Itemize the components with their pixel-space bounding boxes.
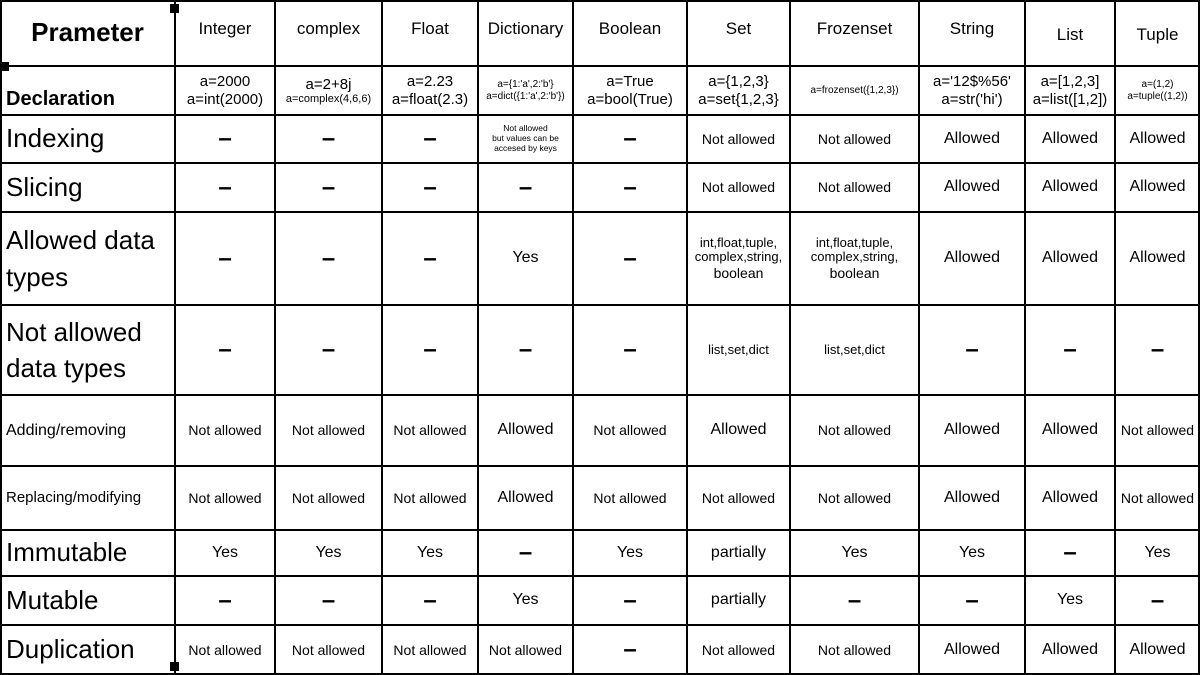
cell-text: a=2.23 bbox=[406, 73, 454, 91]
row-header bbox=[1, 577, 174, 624]
cell-text: a=2000 bbox=[199, 73, 251, 91]
table-cell bbox=[383, 164, 477, 211]
cell-text: Allowed bbox=[943, 640, 1001, 658]
cell-text: partially bbox=[710, 591, 767, 609]
table-cell bbox=[688, 531, 789, 575]
cell-text: Float bbox=[411, 19, 449, 38]
cell-text: int,float,tuple, bbox=[815, 234, 894, 250]
table-cell bbox=[276, 577, 381, 624]
cell-text: Yes bbox=[315, 543, 342, 561]
cell-text: – bbox=[423, 586, 437, 614]
table-cell bbox=[688, 213, 789, 304]
cell-text: Allowed bbox=[943, 129, 1001, 147]
cell-text: Set bbox=[725, 19, 752, 38]
cell-text: Integer bbox=[198, 19, 252, 38]
cell-text: Allowed bbox=[710, 421, 767, 439]
cell-text: – bbox=[218, 336, 232, 364]
cell-text: Allowed bbox=[1041, 421, 1099, 439]
cell-text: Not allowed bbox=[701, 130, 776, 147]
cell-text: Allowed bbox=[1041, 129, 1099, 147]
cell-text: Not allowed bbox=[817, 422, 892, 439]
cell-text: – bbox=[423, 125, 437, 153]
cell-text: a=complex(4,6,6) bbox=[285, 92, 372, 105]
cell-text: accesed by keys bbox=[494, 142, 557, 153]
cell-text: – bbox=[623, 173, 637, 201]
table-cell bbox=[276, 213, 381, 304]
cell-text: – bbox=[623, 586, 637, 614]
table-cell bbox=[1116, 396, 1199, 465]
table-cell bbox=[383, 306, 477, 394]
table-cell bbox=[479, 164, 572, 211]
table-cell bbox=[1116, 67, 1199, 114]
cell-text: Not allowed bbox=[701, 641, 776, 658]
cell-text: Declaration bbox=[6, 87, 115, 110]
table-cell bbox=[1026, 213, 1114, 304]
cell-text: a=dict({1:'a',2:'b'}) bbox=[486, 90, 565, 102]
table-cell bbox=[479, 67, 572, 114]
cell-text: Allowed bbox=[1129, 640, 1186, 658]
table-cell bbox=[1026, 67, 1114, 114]
table-cell bbox=[176, 306, 274, 394]
cell-text: String bbox=[949, 19, 995, 38]
table-cell bbox=[1116, 306, 1199, 394]
table-cell bbox=[574, 467, 686, 529]
table-cell bbox=[1116, 116, 1199, 162]
table-cell bbox=[383, 531, 477, 575]
table-cell bbox=[176, 531, 274, 575]
table-cell bbox=[791, 396, 918, 465]
table-cell bbox=[276, 467, 381, 529]
cell-text: – bbox=[1150, 336, 1165, 364]
table-cell bbox=[688, 116, 789, 162]
table-cell bbox=[688, 577, 789, 624]
table-cell bbox=[383, 213, 477, 304]
table-cell bbox=[791, 213, 918, 304]
table-cell bbox=[276, 164, 381, 211]
cell-text: Allowed bbox=[943, 178, 1001, 196]
column-header bbox=[276, 1, 381, 65]
table-cell bbox=[383, 116, 477, 162]
table-cell bbox=[574, 164, 686, 211]
table-cell bbox=[791, 531, 918, 575]
cell-text: – bbox=[965, 336, 979, 364]
cell-text: complex,string, bbox=[694, 249, 783, 265]
table-cell bbox=[920, 164, 1024, 211]
table-cell bbox=[920, 626, 1024, 674]
cell-text: – bbox=[321, 586, 336, 614]
cell-text: Not allowed bbox=[393, 641, 467, 658]
table-cell bbox=[1026, 577, 1114, 624]
table-cell bbox=[176, 467, 274, 529]
table-cell bbox=[791, 116, 918, 162]
table-cell bbox=[920, 306, 1024, 394]
cell-text: a=float(2.3) bbox=[391, 90, 469, 108]
cell-text: Prameter bbox=[31, 17, 144, 48]
row-header bbox=[1, 626, 174, 674]
table-cell bbox=[479, 467, 572, 529]
cell-text: – bbox=[321, 244, 336, 272]
table-cell bbox=[574, 577, 686, 624]
row-label: Not allowed data types bbox=[6, 316, 142, 383]
cell-text: Allowed bbox=[1041, 488, 1099, 506]
column-header bbox=[383, 1, 477, 65]
cell-text: Boolean bbox=[598, 19, 662, 38]
cell-text: Not allowed bbox=[593, 489, 667, 506]
cell-text: – bbox=[321, 336, 336, 364]
table-cell bbox=[479, 213, 572, 304]
table-cell bbox=[920, 396, 1024, 465]
cell-text: list,set,dict bbox=[708, 341, 769, 357]
cell-text: Yes bbox=[1056, 591, 1084, 609]
table-cell bbox=[574, 67, 686, 114]
cell-text: Yes bbox=[512, 249, 539, 267]
table-cell bbox=[688, 467, 789, 529]
table-cell bbox=[176, 116, 274, 162]
cell-text: List bbox=[1056, 25, 1084, 44]
cell-text: Not allowed bbox=[393, 489, 467, 506]
cell-text: – bbox=[1063, 539, 1077, 567]
cell-text: Allowed bbox=[1129, 178, 1186, 196]
table-cell bbox=[1026, 396, 1114, 465]
column-header bbox=[574, 1, 686, 65]
table-cell bbox=[479, 531, 572, 575]
column-header bbox=[1116, 1, 1199, 65]
row-label: Allowed data types bbox=[6, 225, 155, 292]
table-cell bbox=[276, 67, 381, 114]
table-cell bbox=[1026, 306, 1114, 394]
cell-text: Allowed bbox=[1129, 129, 1186, 147]
column-header bbox=[479, 1, 572, 65]
cell-text: Not allowed bbox=[188, 641, 262, 658]
cell-text: – bbox=[1063, 336, 1077, 364]
cell-text: Not allowed bbox=[188, 422, 262, 439]
table-cell bbox=[574, 396, 686, 465]
cell-text: a=bool(True) bbox=[587, 90, 673, 108]
table-cell bbox=[176, 67, 274, 114]
row-header bbox=[1, 467, 174, 529]
cell-text: – bbox=[623, 125, 637, 153]
table-cell bbox=[920, 467, 1024, 529]
cell-text: Yes bbox=[841, 543, 868, 561]
table-cell bbox=[1026, 626, 1114, 674]
table-cell bbox=[791, 306, 918, 394]
cell-text: Allowed bbox=[1129, 249, 1186, 267]
table-cell bbox=[176, 164, 274, 211]
cell-text: Yes bbox=[416, 543, 444, 561]
table-cell bbox=[383, 577, 477, 624]
cell-text: a=int(2000) bbox=[186, 90, 264, 108]
cell-text: Yes bbox=[211, 543, 239, 561]
cell-text: Immutable bbox=[6, 537, 128, 568]
cell-text: a=tuple((1,2)) bbox=[1127, 90, 1188, 102]
cell-text: – bbox=[847, 586, 862, 614]
table-cell bbox=[276, 306, 381, 394]
cell-text: Frozenset bbox=[816, 19, 893, 38]
cell-text: Not allowed bbox=[817, 489, 892, 506]
cell-text: – bbox=[218, 586, 232, 614]
cell-text: a=frozenset({1,2,3}) bbox=[810, 84, 899, 96]
table-cell bbox=[479, 626, 572, 674]
cell-text: list,set,dict bbox=[824, 341, 885, 357]
cell-text: Allowed bbox=[497, 488, 554, 506]
table-cell bbox=[276, 531, 381, 575]
column-header bbox=[688, 1, 789, 65]
cell-text: Not allowed bbox=[817, 641, 892, 658]
table-cell bbox=[574, 306, 686, 394]
cell-text: int,float,tuple, bbox=[699, 234, 778, 250]
cell-text: – bbox=[218, 244, 232, 272]
cell-text: Yes bbox=[958, 543, 986, 561]
cell-text: Not allowed bbox=[291, 489, 366, 506]
table-cell bbox=[383, 67, 477, 114]
row-header bbox=[1, 67, 174, 114]
cell-text: – bbox=[965, 586, 979, 614]
cell-text: Not allowed bbox=[393, 422, 467, 439]
table-cell bbox=[1116, 164, 1199, 211]
table-cell bbox=[479, 306, 572, 394]
cell-text: Not allowed bbox=[503, 123, 548, 134]
corner-header bbox=[1, 1, 174, 65]
cell-text: – bbox=[218, 125, 232, 153]
table-cell bbox=[574, 213, 686, 304]
cell-text: – bbox=[423, 336, 437, 364]
cell-text: – bbox=[423, 173, 437, 201]
cell-text: – bbox=[518, 336, 533, 364]
cell-text: a=2+8j bbox=[305, 75, 352, 93]
table-cell bbox=[791, 626, 918, 674]
table-cell bbox=[276, 116, 381, 162]
table-cell bbox=[1116, 626, 1199, 674]
table-cell bbox=[688, 396, 789, 465]
cell-text: a={1:'a',2:'b'} bbox=[497, 79, 554, 90]
table-cell bbox=[688, 67, 789, 114]
cell-text: boolean bbox=[829, 265, 880, 282]
row-header bbox=[1, 213, 174, 304]
cell-text: Allowed bbox=[497, 421, 554, 439]
column-header bbox=[176, 1, 274, 65]
table-cell bbox=[1026, 531, 1114, 575]
cell-text: Not allowed bbox=[488, 641, 563, 658]
cell-text: Allowed bbox=[943, 421, 1001, 439]
cell-text: complex,string, bbox=[810, 249, 899, 265]
table-cell bbox=[920, 577, 1024, 624]
cell-text: Allowed bbox=[943, 249, 1001, 267]
table-cell bbox=[176, 396, 274, 465]
cell-text: Indexing bbox=[6, 123, 105, 154]
column-header bbox=[920, 1, 1024, 65]
table-cell bbox=[791, 67, 918, 114]
table-cell bbox=[383, 626, 477, 674]
cell-text: Not allowed bbox=[817, 130, 892, 147]
cell-text: a={1,2,3} bbox=[708, 73, 769, 91]
row-header bbox=[1, 116, 174, 162]
cell-text: Replacing/modifying bbox=[6, 488, 142, 506]
cell-text: Duplication bbox=[6, 634, 135, 665]
cell-text: Allowed bbox=[1041, 178, 1099, 196]
cell-text: a=str('hi') bbox=[941, 90, 1003, 108]
row-header bbox=[1, 396, 174, 465]
cell-text: – bbox=[321, 173, 336, 201]
cell-text: Not allowed bbox=[817, 179, 892, 196]
table-cell bbox=[1026, 164, 1114, 211]
table-cell bbox=[920, 531, 1024, 575]
table-cell bbox=[688, 164, 789, 211]
table-cell bbox=[574, 116, 686, 162]
column-header bbox=[791, 1, 918, 65]
cell-text: a=set{1,2,3} bbox=[698, 90, 779, 108]
table-cell bbox=[1026, 116, 1114, 162]
cell-text: – bbox=[623, 244, 637, 272]
cell-text: – bbox=[518, 173, 533, 201]
cell-text: Tuple bbox=[1136, 25, 1179, 44]
cell-text: Yes bbox=[512, 591, 539, 609]
table-cell bbox=[791, 577, 918, 624]
table-cell bbox=[920, 116, 1024, 162]
table-cell bbox=[383, 396, 477, 465]
row-header bbox=[1, 531, 174, 575]
table-cell bbox=[176, 577, 274, 624]
cell-text: – bbox=[623, 336, 637, 364]
table-cell bbox=[176, 626, 274, 674]
table-cell bbox=[176, 213, 274, 304]
cell-text: complex bbox=[296, 19, 361, 38]
cell-text: partially bbox=[710, 543, 767, 561]
table-cell bbox=[574, 531, 686, 575]
table-cell bbox=[383, 467, 477, 529]
table-cell bbox=[1116, 467, 1199, 529]
table-cell bbox=[276, 396, 381, 465]
cell-text: Allowed bbox=[1041, 640, 1099, 658]
cell-text: Slicing bbox=[6, 171, 83, 202]
cell-text: Yes bbox=[1144, 543, 1171, 561]
table-cell bbox=[688, 306, 789, 394]
table-cell bbox=[1116, 213, 1199, 304]
cell-text: a='12$%56' bbox=[933, 73, 1011, 91]
table-cell bbox=[479, 116, 572, 162]
cell-text: Allowed bbox=[943, 488, 1001, 506]
cell-text: Not allowed bbox=[1120, 489, 1195, 506]
cell-text: Not allowed bbox=[593, 422, 667, 439]
row-header bbox=[1, 164, 174, 211]
table-cell bbox=[574, 626, 686, 674]
cell-text: a=[1,2,3] bbox=[1040, 73, 1100, 91]
cell-text: Dictionary bbox=[487, 19, 564, 38]
cell-text: – bbox=[1150, 586, 1165, 614]
cell-text: – bbox=[321, 125, 336, 153]
cell-text: Not allowed bbox=[291, 641, 366, 658]
cell-text: Allowed bbox=[1041, 249, 1099, 267]
cell-text: Adding/removing bbox=[6, 421, 127, 439]
table-cell bbox=[479, 577, 572, 624]
cell-text: a=True bbox=[606, 73, 654, 91]
column-header bbox=[1026, 1, 1114, 65]
table-cell bbox=[1026, 467, 1114, 529]
cell-text: Not allowed bbox=[701, 489, 776, 506]
table-cell bbox=[276, 626, 381, 674]
cell-text: Not allowed bbox=[291, 422, 366, 439]
cell-text: Mutable bbox=[6, 584, 99, 615]
cell-text: a=(1,2) bbox=[1141, 79, 1174, 90]
table-cell bbox=[1116, 577, 1199, 624]
table-cell bbox=[920, 213, 1024, 304]
cell-text: – bbox=[623, 636, 637, 664]
cell-text: – bbox=[423, 244, 437, 272]
table-cell bbox=[1116, 531, 1199, 575]
table-cell bbox=[791, 467, 918, 529]
table-cell bbox=[688, 626, 789, 674]
cell-text: but values can be bbox=[492, 133, 559, 144]
cell-text: Yes bbox=[616, 543, 644, 561]
cell-text: Not allowed bbox=[1120, 422, 1195, 439]
cell-text: – bbox=[518, 539, 533, 567]
cell-text: Not allowed bbox=[701, 179, 776, 196]
table-cell bbox=[920, 67, 1024, 114]
cell-text: Not allowed bbox=[188, 489, 262, 506]
cell-text: – bbox=[218, 173, 232, 201]
cell-text: a=list([1,2]) bbox=[1032, 90, 1108, 108]
row-header bbox=[1, 306, 174, 394]
table-cell bbox=[479, 396, 572, 465]
cell-text: boolean bbox=[713, 265, 764, 282]
table-cell bbox=[791, 164, 918, 211]
